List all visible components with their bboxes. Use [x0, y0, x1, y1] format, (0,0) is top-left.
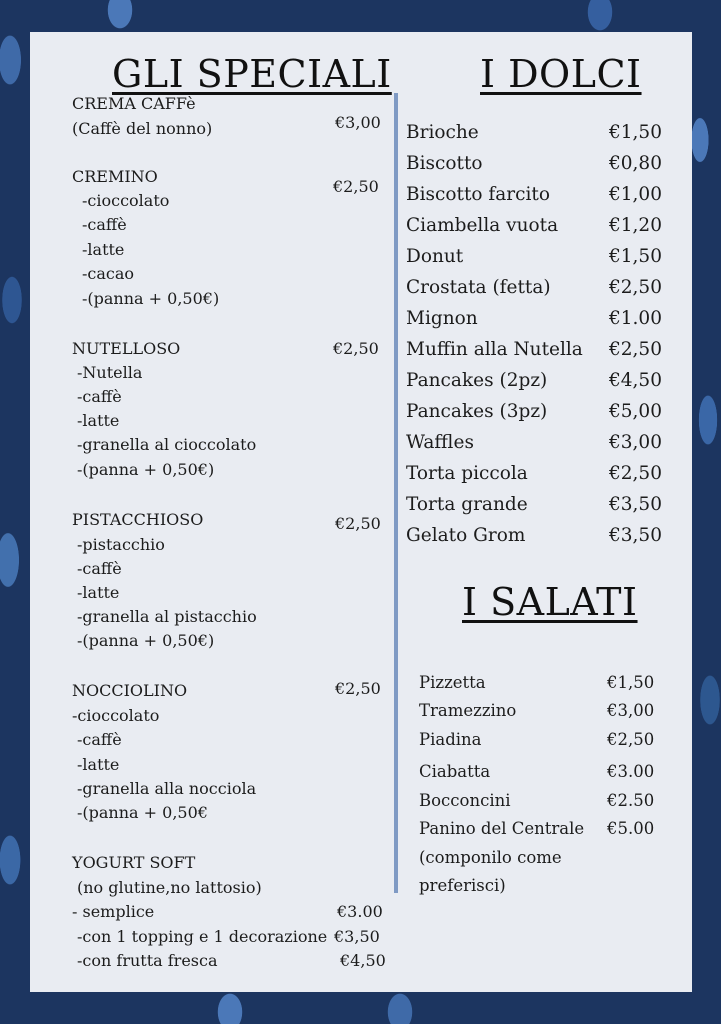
dolci-item-price: €2,50	[609, 463, 662, 484]
nutelloso-ingredient: -granella al cioccolato	[77, 435, 257, 454]
cremino-ingredient: -cacao	[82, 264, 135, 283]
dolci-item-price: €4,50	[609, 370, 662, 391]
dolci-item-name: Ciambella vuota	[406, 215, 559, 236]
yogurt-option-price: €3,50	[334, 927, 380, 946]
salati-item-price: €3,00	[607, 701, 655, 720]
salati-item-price: €2,50	[607, 730, 655, 749]
cremino-ingredient: -cioccolato	[82, 191, 170, 210]
pistacchioso-ingredient: -pistacchio	[77, 535, 165, 554]
pistacchioso-price: €2,50	[335, 514, 381, 533]
dolci-item-price: €3,50	[609, 494, 662, 515]
dolci-item-name: Torta grande	[406, 494, 528, 515]
salati-item-name: Ciabatta	[419, 762, 491, 781]
crema-caffe-subtitle: (Caffè del nonno)	[72, 119, 213, 138]
dolci-item-name: Brioche	[406, 122, 479, 143]
salati-item-name: Piadina	[419, 730, 482, 749]
heading-gli-speciali: GLI SPECIALI	[112, 52, 392, 96]
dolci-item-price: €3,50	[609, 525, 662, 546]
salati-item-name: Bocconcini	[419, 791, 511, 810]
dolci-item-name: Pancakes (3pz)	[406, 401, 548, 422]
dolci-item-name: Mignon	[406, 308, 478, 329]
cremino-ingredient: -caffè	[82, 215, 127, 234]
nutelloso-name: NUTELLOSO	[72, 339, 181, 358]
dolci-item-price: €1,20	[609, 215, 662, 236]
salati-item-name: Panino del Centrale	[419, 819, 585, 838]
dolci-item-price: €2,50	[609, 339, 662, 360]
yogurt-soft-subtitle: (no glutine,no lattosio)	[77, 878, 262, 897]
dolci-item-name: Waffles	[406, 432, 474, 453]
pistacchioso-ingredient: -caffè	[77, 559, 122, 578]
cremino-name: CREMINO	[72, 167, 158, 186]
pistacchioso-ingredient: -(panna + 0,50€)	[77, 631, 215, 650]
cremino-price: €2,50	[333, 177, 379, 196]
yogurt-option: - semplice	[72, 902, 155, 921]
salati-item-price: €3.00	[607, 762, 655, 781]
dolci-item-price: €2,50	[609, 277, 662, 298]
yogurt-soft-name: YOGURT SOFT	[72, 853, 196, 872]
heading-i-dolci: I DOLCI	[480, 52, 642, 96]
salati-item-name: Pizzetta	[419, 673, 486, 692]
dolci-item-name: Crostata (fetta)	[406, 277, 551, 298]
cremino-ingredient: -latte	[82, 240, 125, 259]
salati-item-name: Tramezzino	[419, 701, 517, 720]
nutelloso-price: €2,50	[333, 339, 379, 358]
dolci-item-name: Gelato Grom	[406, 525, 526, 546]
salati-item-price: €5.00	[607, 819, 655, 838]
crema-caffe-name: CREMA CAFFè	[72, 94, 196, 113]
nocciolino-ingredient: -caffè	[77, 730, 122, 749]
nocciolino-ingredient: -granella alla nocciola	[77, 779, 257, 798]
dolci-item-name: Torta piccola	[406, 463, 528, 484]
dolci-item-name: Biscotto farcito	[406, 184, 550, 205]
nocciolino-price: €2,50	[335, 679, 381, 698]
nocciolino-name: NOCCIOLINO	[72, 681, 188, 700]
dolci-item-price: €3,00	[609, 432, 662, 453]
yogurt-option: -con frutta fresca	[77, 951, 218, 970]
cremino-ingredient: -(panna + 0,50€)	[82, 289, 220, 308]
heading-i-salati: I SALATI	[462, 580, 638, 624]
nocciolino-ingredient: -cioccolato	[72, 706, 160, 725]
nocciolino-ingredient: -latte	[77, 755, 120, 774]
salati-item-price: €1,50	[607, 673, 655, 692]
dolci-item-name: Muffin alla Nutella	[406, 339, 583, 360]
dolci-item-price: €5,00	[609, 401, 662, 422]
pistacchioso-name: PISTACCHIOSO	[72, 510, 204, 529]
dolci-item-name: Donut	[406, 246, 464, 267]
nocciolino-ingredient: -(panna + 0,50€	[77, 803, 208, 822]
nutelloso-ingredient: -caffè	[77, 387, 122, 406]
nutelloso-ingredient: -(panna + 0,50€)	[77, 460, 215, 479]
dolci-item-price: €1.00	[609, 308, 662, 329]
pistacchioso-ingredient: -granella al pistacchio	[77, 607, 257, 626]
yogurt-option: -con 1 topping e 1 decorazione	[77, 927, 328, 946]
column-divider	[394, 93, 398, 893]
dolci-item-price: €1,50	[609, 246, 662, 267]
pistacchioso-ingredient: -latte	[77, 583, 120, 602]
yogurt-option-price: €3.00	[337, 902, 383, 921]
dolci-item-name: Biscotto	[406, 153, 483, 174]
dolci-item-price: €1,50	[609, 122, 662, 143]
dolci-item-price: €0,80	[609, 153, 662, 174]
salati-item-price: €2.50	[607, 791, 655, 810]
nutelloso-ingredient: -latte	[77, 411, 120, 430]
nutelloso-ingredient: -Nutella	[77, 363, 143, 382]
dolci-item-name: Pancakes (2pz)	[406, 370, 548, 391]
salati-note: (componilo come	[419, 848, 562, 867]
salati-note: preferisci)	[419, 876, 506, 895]
dolci-item-price: €1,00	[609, 184, 662, 205]
yogurt-option-price: €4,50	[340, 951, 386, 970]
crema-caffe-price: €3,00	[335, 113, 381, 132]
